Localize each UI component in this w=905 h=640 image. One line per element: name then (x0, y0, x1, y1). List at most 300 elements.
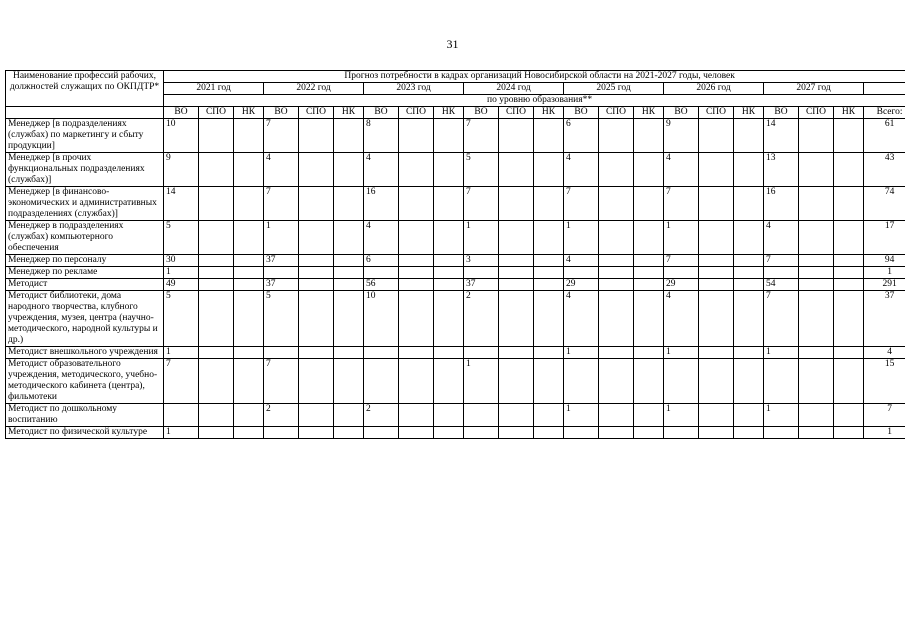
value-cell (499, 359, 534, 404)
value-cell (734, 119, 764, 153)
name-column-spacer (6, 107, 164, 119)
value-cell (299, 119, 334, 153)
value-cell (334, 187, 364, 221)
value-cell (699, 119, 734, 153)
value-cell (264, 347, 299, 359)
value-cell (334, 221, 364, 255)
total-cell: 17 (864, 221, 905, 255)
value-cell (764, 267, 799, 279)
value-cell (634, 255, 664, 267)
value-cell: 56 (364, 279, 399, 291)
value-cell (764, 427, 799, 439)
value-cell (399, 427, 434, 439)
value-cell (199, 255, 234, 267)
value-cell (664, 359, 699, 404)
value-cell (534, 347, 564, 359)
value-cell (634, 267, 664, 279)
value-cell: 9 (664, 119, 699, 153)
year-header: 2025 год (564, 83, 664, 95)
level-header: ВО (264, 107, 299, 119)
year-header: 2026 год (664, 83, 764, 95)
profession-name: Методист по физической культуре (6, 427, 164, 439)
value-cell: 2 (264, 404, 299, 427)
value-cell (699, 153, 734, 187)
value-cell (399, 359, 434, 404)
value-cell (334, 267, 364, 279)
value-cell: 4 (364, 153, 399, 187)
level-header: НК (534, 107, 564, 119)
value-cell: 4 (664, 291, 699, 347)
value-cell: 7 (264, 187, 299, 221)
profession-name: Менеджер [в прочих функциональных подразделениях (службах)] (6, 153, 164, 187)
value-cell: 30 (164, 255, 199, 267)
value-cell (799, 359, 834, 404)
value-cell (334, 279, 364, 291)
level-header: НК (334, 107, 364, 119)
value-cell: 1 (264, 221, 299, 255)
value-cell (364, 359, 399, 404)
total-cell: 94 (864, 255, 905, 267)
value-cell (734, 404, 764, 427)
profession-name: Методист образовательного учреждения, методического, учебно-методического кабинета (центра), фильмотеки (6, 359, 164, 404)
total-cell: 291 (864, 279, 905, 291)
value-cell (399, 347, 434, 359)
table-row (6, 187, 905, 221)
value-cell (199, 359, 234, 404)
table-row (6, 153, 905, 187)
value-cell: 2 (464, 291, 499, 347)
year-header: 2023 год (364, 83, 464, 95)
value-cell: 37 (264, 255, 299, 267)
value-cell (364, 427, 399, 439)
value-cell (734, 255, 764, 267)
profession-name: Методист по дошкольному воспитанию (6, 404, 164, 427)
value-cell (299, 255, 334, 267)
value-cell (334, 404, 364, 427)
value-cell (564, 427, 599, 439)
value-cell (834, 291, 864, 347)
table-row (6, 291, 905, 347)
level-header: СПО (399, 107, 434, 119)
table-row (6, 404, 905, 427)
value-cell (334, 153, 364, 187)
level-header: СПО (699, 107, 734, 119)
value-cell (799, 404, 834, 427)
value-cell (434, 267, 464, 279)
value-cell: 4 (364, 221, 399, 255)
profession-name: Менеджер по персоналу (6, 255, 164, 267)
profession-name: Менеджер в подразделениях (службах) компьютерного обеспечения (6, 221, 164, 255)
year-header: 2021 год (164, 83, 264, 95)
value-cell: 7 (264, 359, 299, 404)
value-cell (799, 187, 834, 221)
level-header: ВО (564, 107, 599, 119)
value-cell (264, 427, 299, 439)
value-cell (299, 221, 334, 255)
value-cell (734, 187, 764, 221)
value-cell (299, 267, 334, 279)
value-cell: 7 (764, 255, 799, 267)
value-cell (799, 427, 834, 439)
value-cell (399, 255, 434, 267)
value-cell (499, 255, 534, 267)
page-number: 31 (446, 37, 459, 51)
value-cell (799, 221, 834, 255)
value-cell (799, 279, 834, 291)
total-cell: 7 (864, 404, 905, 427)
value-cell: 16 (764, 187, 799, 221)
year-header: 2024 год (464, 83, 564, 95)
value-cell (699, 267, 734, 279)
value-cell (599, 119, 634, 153)
profession-name: Менеджер [в финансово-экономических и административных подразделениях (службах)] (6, 187, 164, 221)
level-header: НК (634, 107, 664, 119)
value-cell (199, 279, 234, 291)
value-cell (534, 119, 564, 153)
value-cell (599, 427, 634, 439)
value-cell (499, 187, 534, 221)
value-cell (534, 279, 564, 291)
table-row (6, 221, 905, 255)
level-header: СПО (299, 107, 334, 119)
value-cell (534, 221, 564, 255)
value-cell (534, 427, 564, 439)
value-cell (799, 291, 834, 347)
value-cell: 16 (364, 187, 399, 221)
value-cell: 1 (664, 347, 699, 359)
value-cell (764, 359, 799, 404)
value-cell (334, 427, 364, 439)
table-row (6, 255, 905, 267)
level-header: ВО (364, 107, 399, 119)
value-cell (434, 404, 464, 427)
value-cell (734, 153, 764, 187)
value-cell (834, 255, 864, 267)
value-cell (534, 291, 564, 347)
value-cell: 5 (264, 291, 299, 347)
value-cell: 5 (164, 221, 199, 255)
education-note: по уровню образования** (164, 95, 905, 107)
value-cell: 10 (364, 291, 399, 347)
value-cell (599, 153, 634, 187)
level-header: СПО (599, 107, 634, 119)
table-body (6, 119, 905, 439)
value-cell (599, 255, 634, 267)
value-cell (499, 404, 534, 427)
value-cell (834, 187, 864, 221)
value-cell (599, 291, 634, 347)
total-cell: 15 (864, 359, 905, 404)
value-cell (234, 279, 264, 291)
header-row-title (6, 71, 905, 83)
value-cell (464, 404, 499, 427)
value-cell (464, 267, 499, 279)
value-cell: 5 (164, 291, 199, 347)
value-cell: 4 (264, 153, 299, 187)
value-cell (599, 347, 634, 359)
value-cell (399, 187, 434, 221)
value-cell: 7 (464, 187, 499, 221)
value-cell (234, 267, 264, 279)
value-cell (299, 153, 334, 187)
value-cell (399, 221, 434, 255)
value-cell: 7 (764, 291, 799, 347)
value-cell (664, 267, 699, 279)
value-cell: 9 (164, 153, 199, 187)
level-header: СПО (799, 107, 834, 119)
value-cell (734, 359, 764, 404)
value-cell (634, 359, 664, 404)
value-cell: 1 (664, 221, 699, 255)
value-cell (699, 255, 734, 267)
value-cell (634, 221, 664, 255)
value-cell: 1 (564, 347, 599, 359)
total-cell: 74 (864, 187, 905, 221)
value-cell (334, 255, 364, 267)
value-cell: 37 (264, 279, 299, 291)
value-cell: 7 (664, 255, 699, 267)
value-cell (199, 404, 234, 427)
value-cell (199, 347, 234, 359)
value-cell: 1 (764, 404, 799, 427)
level-header: ВО (164, 107, 199, 119)
value-cell (299, 279, 334, 291)
value-cell (234, 347, 264, 359)
value-cell (599, 187, 634, 221)
value-cell: 1 (664, 404, 699, 427)
value-cell: 1 (564, 404, 599, 427)
value-cell (434, 291, 464, 347)
total-cell: 1 (864, 267, 905, 279)
value-cell (499, 221, 534, 255)
table-row (6, 427, 905, 439)
value-cell (234, 291, 264, 347)
profession-name: Методист (6, 279, 164, 291)
value-cell (434, 279, 464, 291)
table-row (6, 359, 905, 404)
value-cell (664, 427, 699, 439)
value-cell: 14 (164, 187, 199, 221)
value-cell (464, 427, 499, 439)
value-cell: 2 (364, 404, 399, 427)
value-cell (564, 267, 599, 279)
value-cell (499, 267, 534, 279)
value-cell (299, 404, 334, 427)
value-cell (699, 347, 734, 359)
value-cell (434, 255, 464, 267)
value-cell (834, 427, 864, 439)
value-cell (834, 267, 864, 279)
value-cell: 1 (164, 427, 199, 439)
value-cell (199, 153, 234, 187)
value-cell (534, 267, 564, 279)
value-cell (464, 347, 499, 359)
value-cell: 14 (764, 119, 799, 153)
value-cell: 4 (664, 153, 699, 187)
value-cell (834, 347, 864, 359)
value-cell (564, 359, 599, 404)
value-cell: 1 (164, 347, 199, 359)
value-cell (234, 119, 264, 153)
value-cell: 7 (164, 359, 199, 404)
value-cell: 4 (564, 291, 599, 347)
total-cell: 4 (864, 347, 905, 359)
value-cell (634, 404, 664, 427)
value-cell (199, 427, 234, 439)
value-cell: 7 (264, 119, 299, 153)
value-cell (299, 187, 334, 221)
value-cell (199, 291, 234, 347)
value-cell (499, 427, 534, 439)
level-header: НК (434, 107, 464, 119)
value-cell: 13 (764, 153, 799, 187)
value-cell (234, 187, 264, 221)
value-cell: 1 (464, 221, 499, 255)
value-cell: 1 (164, 267, 199, 279)
total-cell: 43 (864, 153, 905, 187)
value-cell (399, 267, 434, 279)
value-cell (699, 359, 734, 404)
value-cell (234, 153, 264, 187)
value-cell (834, 153, 864, 187)
value-cell (799, 255, 834, 267)
value-cell (734, 291, 764, 347)
value-cell (634, 427, 664, 439)
value-cell (499, 347, 534, 359)
level-header: ВО (464, 107, 499, 119)
value-cell (364, 347, 399, 359)
value-cell: 7 (464, 119, 499, 153)
value-cell (834, 279, 864, 291)
value-cell (734, 427, 764, 439)
value-cell (534, 187, 564, 221)
value-cell (634, 187, 664, 221)
value-cell (434, 347, 464, 359)
value-cell: 7 (564, 187, 599, 221)
value-cell (599, 221, 634, 255)
value-cell (499, 119, 534, 153)
value-cell: 6 (364, 255, 399, 267)
value-cell (699, 187, 734, 221)
value-cell (264, 267, 299, 279)
value-cell (234, 359, 264, 404)
value-cell: 49 (164, 279, 199, 291)
value-cell: 4 (564, 153, 599, 187)
value-cell: 37 (464, 279, 499, 291)
value-cell: 6 (564, 119, 599, 153)
table-row (6, 267, 905, 279)
value-cell (634, 153, 664, 187)
value-cell (164, 404, 199, 427)
value-cell (799, 347, 834, 359)
value-cell (234, 221, 264, 255)
value-cell (834, 359, 864, 404)
value-cell (734, 279, 764, 291)
value-cell (599, 404, 634, 427)
value-cell (634, 291, 664, 347)
value-cell (399, 119, 434, 153)
value-cell (399, 153, 434, 187)
value-cell (799, 267, 834, 279)
value-cell (634, 119, 664, 153)
value-cell (699, 404, 734, 427)
profession-name: Менеджер [в подразделениях (службах) по маркетингу и сбыту продукции] (6, 119, 164, 153)
value-cell (734, 347, 764, 359)
value-cell (434, 359, 464, 404)
value-cell (734, 221, 764, 255)
value-cell (699, 291, 734, 347)
value-cell (434, 119, 464, 153)
level-header: НК (234, 107, 264, 119)
value-cell (834, 119, 864, 153)
value-cell: 29 (564, 279, 599, 291)
value-cell (634, 347, 664, 359)
value-cell (799, 119, 834, 153)
value-cell (799, 153, 834, 187)
value-cell (699, 221, 734, 255)
value-cell (364, 267, 399, 279)
value-cell (399, 279, 434, 291)
value-cell: 10 (164, 119, 199, 153)
value-cell (434, 427, 464, 439)
header-row-levels (6, 107, 905, 119)
value-cell (699, 279, 734, 291)
level-header: ВО (764, 107, 799, 119)
value-cell (199, 119, 234, 153)
level-header: ВО (664, 107, 699, 119)
value-cell (834, 221, 864, 255)
value-cell (534, 153, 564, 187)
total-cell: 61 (864, 119, 905, 153)
value-cell (334, 291, 364, 347)
value-cell (334, 359, 364, 404)
value-cell: 1 (464, 359, 499, 404)
table-row (6, 347, 905, 359)
year-header: 2027 год (764, 83, 864, 95)
value-cell (734, 267, 764, 279)
value-cell (434, 221, 464, 255)
value-cell (399, 404, 434, 427)
name-column-header: Наименование профессий рабочих, должностей служащих по ОКПДТР* (6, 71, 164, 107)
value-cell (199, 187, 234, 221)
value-cell: 8 (364, 119, 399, 153)
value-cell (534, 359, 564, 404)
value-cell (234, 404, 264, 427)
value-cell: 5 (464, 153, 499, 187)
table-row (6, 279, 905, 291)
value-cell (499, 279, 534, 291)
year-header: 2022 год (264, 83, 364, 95)
value-cell (599, 359, 634, 404)
value-cell (334, 347, 364, 359)
table-row (6, 119, 905, 153)
level-header: СПО (499, 107, 534, 119)
value-cell (834, 404, 864, 427)
value-cell: 1 (564, 221, 599, 255)
value-cell (399, 291, 434, 347)
value-cell: 1 (764, 347, 799, 359)
total-cell: 37 (864, 291, 905, 347)
value-cell: 4 (564, 255, 599, 267)
value-cell (599, 279, 634, 291)
level-header: НК (734, 107, 764, 119)
value-cell (499, 291, 534, 347)
value-cell (599, 267, 634, 279)
value-cell: 29 (664, 279, 699, 291)
profession-name: Методист библиотеки, дома народного творчества, клубного учреждения, музея, центра (научно-методического, народной культуры и др.) (6, 291, 164, 347)
value-cell: 3 (464, 255, 499, 267)
value-cell: 54 (764, 279, 799, 291)
